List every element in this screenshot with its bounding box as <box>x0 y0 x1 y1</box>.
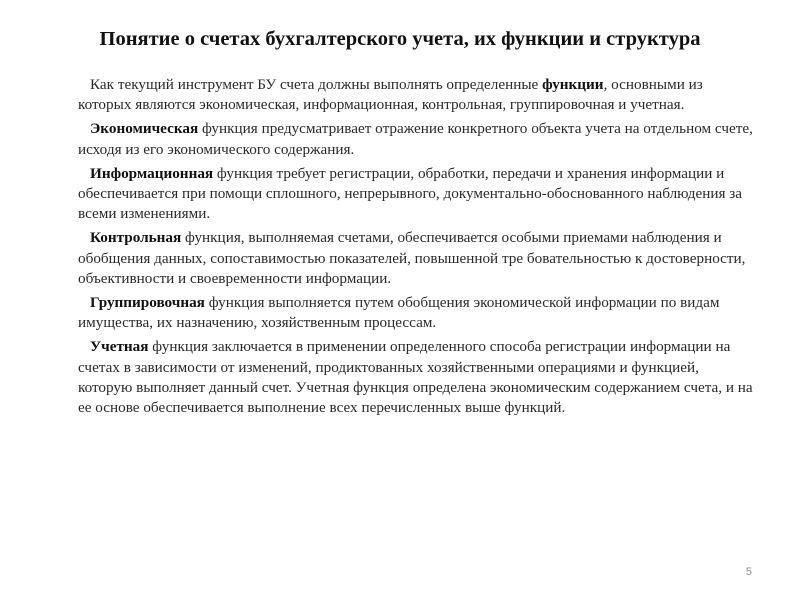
paragraph-text: функция предусматривает отражение конкретного объекта учета на отдельном счете, исходя из его экономического содержания. <box>78 120 753 158</box>
paragraph-intro <box>78 75 756 115</box>
term-highlight: функции <box>542 76 604 93</box>
paragraph-text: функция требует регистрации, обработки, передачи и хранения информации и обеспечивается при помощи сплошного, непрерывного, документально-обоснованного наблюдения за всеми изменениями. <box>78 164 743 223</box>
paragraph-text: Как текущий инструмент БУ счета должны выполнять определенные <box>90 76 543 93</box>
paragraph-text: функция выполняется путем обобщения экономической информации по видам имущества, их назначению, хозяйственным процессам. <box>78 294 720 332</box>
paragraph-informational <box>78 164 756 225</box>
paragraph-economic <box>78 119 756 159</box>
slide-body <box>78 75 756 422</box>
paragraph-accounting <box>78 337 756 418</box>
term-highlight: Контрольная <box>90 229 182 247</box>
term-highlight: Экономическая <box>90 120 199 138</box>
paragraph-text: функция заключается в применении определенного способа регистрации информации на счетах в зависимости от изменений, продиктованных хозяйственными операциями и функцией, которую выполняет данный счет. Учетная функция определена экономическим содержанием счета, и на ее основе обеспечивается выполнение всех перечисленных выше функций. <box>78 338 753 417</box>
paragraph-control <box>78 228 756 289</box>
term-highlight: Информационная <box>90 164 214 182</box>
paragraph-text: , основными из которых являются экономическая, информационная, контрольная, группировочная и учетная. <box>78 76 703 114</box>
slide-title: Понятие о счетах бухгалтерского учета, их функции и структура <box>99 28 701 50</box>
paragraph-text: функция, выполняемая счетами, обеспечивается особыми приемами наблюдения и обобщения данных, сопоставимостью показателей, повышенной тре бовательностью к достоверности, объективности и своевременности информации. <box>78 229 746 287</box>
term-highlight: Учетная <box>90 338 149 356</box>
term-highlight: Группировочная <box>90 294 205 312</box>
page-number: 5 <box>745 566 752 578</box>
paragraph-grouping <box>78 293 756 333</box>
